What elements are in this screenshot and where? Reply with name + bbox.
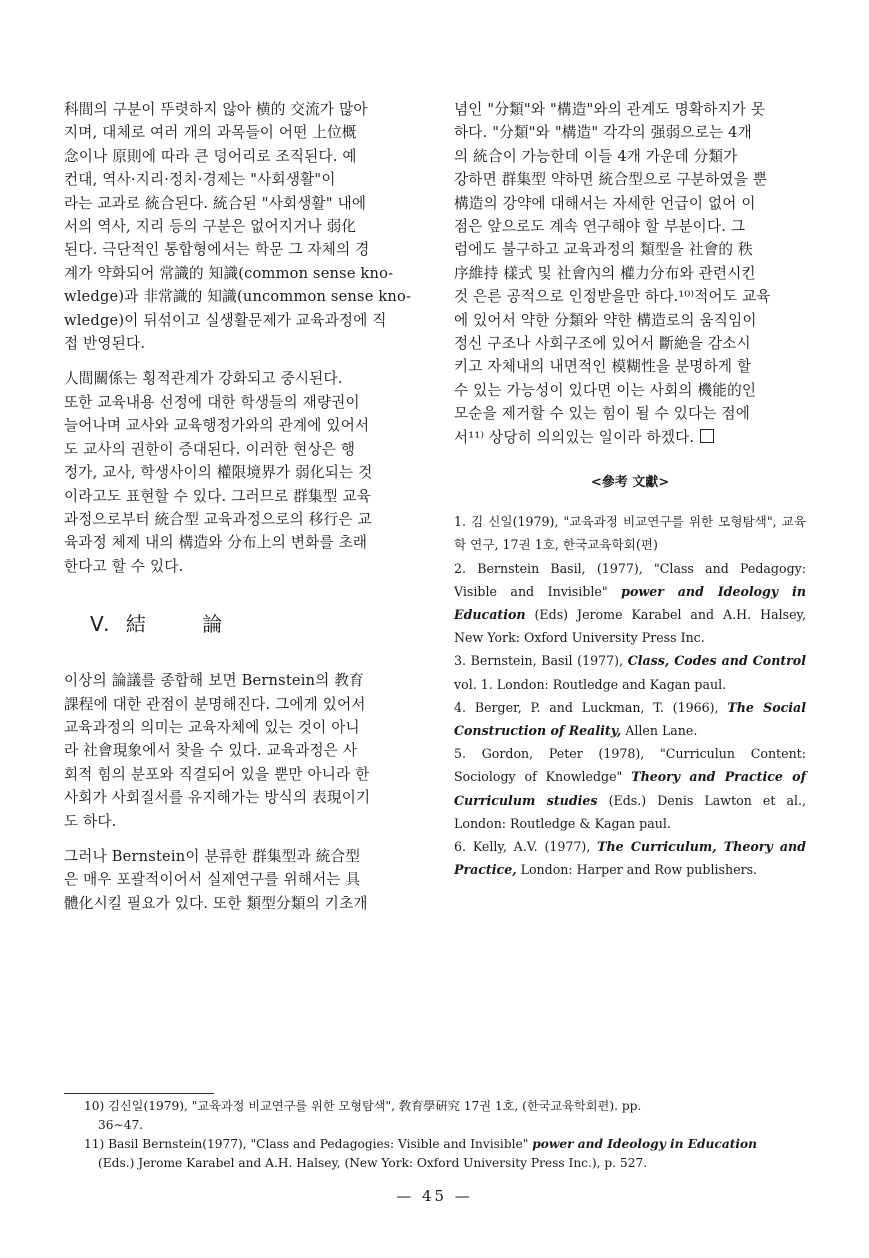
footnote-title: power and Ideology in Education bbox=[532, 1137, 757, 1151]
reference-title: Theory and Practice of Curriculum studies bbox=[454, 769, 806, 808]
footnote bbox=[84, 1097, 804, 1135]
footnote-divider bbox=[64, 1093, 214, 1094]
reference-text: (Eds) Jerome Karabel and A.H. Halsey, New York: Oxford University Press Inc. bbox=[454, 606, 806, 646]
reference-text: 1. 김 신일(1979), "교육과정 비교연구를 위한 모형탐색", 교육학 연구, 17권 1호, 한국교육학회(편) bbox=[454, 514, 806, 553]
paragraph-text: 념인 "分類"와 "構造"와의 관계도 명확하지가 못 하다. "分類"와 "構造" 각각의 强弱으로는 4개 의 統合이 가능한데 이들 4개 가운데 分類가 강하면 群集型 약하면 統合型으로 구분하였을 뿐 構造의 강약에 대해서는 자세한 언급이 없어 이 점은 앞으로도 계속 연구해야 할 부분이다. 그 럼에도 불구하고 교육과정의 類型을 社會的 秩 序維持 樣式 및 社會內의 權力分布와 관련시킨 것 은른 공적으로 인정받을만 하다.¹⁰⁾적어도 교육 에 있어서 약한 分類와 약한 構造로의 움직임이 정신 구조나 사회구조에 있어서 斷絶을 감소시 키고 자체내의 내면적인 模糊性을 분명하게 할 수 있는 가능성이 있다면 이는 사회의 機能的인 모순을 제거할 수 있는 힘이 될 수 있다는 점에 서¹¹⁾ 상당히 의의있는 일이라 하겠다. bbox=[454, 101, 771, 446]
reference-title: power and Ideology in Education bbox=[454, 583, 806, 622]
footnote-text: 36∼47. bbox=[98, 1118, 144, 1132]
end-mark-icon bbox=[700, 429, 714, 443]
body-paragraph: 人間關係는 횡적관계가 강화되고 중시된다. 또한 교육내용 선정에 대한 학생들의 재량권이 늘어나며 교사와 교육행정가와의 관계에 있어서 도 교사의 권한이 증대된다. 이러한 현상은 행 정가, 교사, 학생사이의 權限境界가 弱化되는 것 이라고도 표현할 수 있다. 그러므로 群集型 교육 과정으로부터 統合型 교육과정으로의 移行은 교 육과정 체제 내의 構造와 分布上의 변화를 초래 한다고 할 수 있다. bbox=[64, 370, 373, 575]
left-column bbox=[64, 98, 420, 915]
footnote bbox=[84, 1135, 804, 1173]
reference-text: (Eds.) Denis Lawton et al., London: Routledge & Kagan paul. bbox=[454, 792, 806, 831]
footnote-text: 10) 김신일(1979), "교육과정 비교연구를 위한 모형탐색", 敎育學硏究 17권 1호, (한국교육학회편). pp. bbox=[84, 1099, 642, 1113]
reference-text: London: Harper and Row publishers. bbox=[516, 862, 758, 878]
footnote-text: 11) Basil Bernstein(1977), "Class and Pedagogies: Visible and Invisible" bbox=[84, 1137, 533, 1151]
reference-item bbox=[454, 649, 806, 695]
reference-text: 5. Gordon, Peter (1978), "Curriculun Content: Sociology of Knowledge" bbox=[454, 746, 806, 785]
reference-item bbox=[454, 696, 806, 742]
reference-list bbox=[454, 510, 806, 881]
reference-title: The Social Construction of Reality, bbox=[454, 699, 806, 738]
reference-text: Allen Lane. bbox=[621, 722, 698, 738]
footnote-text: (Eds.) Jerome Karabel and A.H. Halsey, (New York: Oxford University Press Inc.), p. 527. bbox=[98, 1156, 648, 1170]
reference-item bbox=[454, 510, 806, 556]
reference-item bbox=[454, 742, 806, 835]
reference-title: Class, Codes and Control bbox=[627, 653, 806, 669]
section-number: V. bbox=[90, 612, 112, 637]
footnotes bbox=[84, 1097, 804, 1173]
section-title-char: 結 bbox=[125, 612, 148, 637]
reference-text: vol. 1. London: Routledge and Kagan paul. bbox=[454, 676, 727, 692]
right-column bbox=[454, 98, 806, 881]
reference-text: 3. Bernstein, Basil (1977), bbox=[454, 653, 628, 669]
page-number: — 45 — bbox=[396, 1187, 473, 1205]
body-paragraph: 科間의 구분이 뚜렷하지 않아 横的 交流가 많아 지며, 대체로 여러 개의 과목들이 어떤 上位概 念이나 原則에 따라 큰 덩어리로 조직된다. 예 컨대, 역사·지리·정치·경제는 "사회생활"이 라는 교과로 統合된다. 統合된 "사회생활" 내에 서의 역사, 지리 등의 구분은 없어지거나 弱化 된다. 극단적인 통합형에서는 학문 그 자체의 경 계가 약화되어 常識的 知識(common sense kno- wledge)과 非常識的 知識(uncommon sense kno- wledge)이 뒤섞이고 실생활문제가 교육과정에 직 접 반영된다. bbox=[64, 101, 412, 353]
reference-item bbox=[454, 557, 806, 650]
references-heading: <參考 文獻> bbox=[590, 475, 670, 491]
section-title-char: 論 bbox=[202, 612, 225, 637]
body-paragraph: 그러나 Bernstein이 분류한 群集型과 統合型 은 매우 포괄적이어서 실제연구를 위해서는 具 體化시킬 필요가 있다. 또한 類型分類의 기초개 bbox=[64, 847, 368, 912]
section-heading bbox=[90, 608, 420, 637]
body-paragraph bbox=[454, 98, 806, 449]
reference-item bbox=[454, 835, 806, 881]
reference-text: 4. Berger, P. and Luckman, T. (1966), bbox=[454, 699, 728, 715]
reference-title: The Curriculum, Theory and Practice, bbox=[454, 838, 806, 878]
body-paragraph: 이상의 論議를 종합해 보면 Bernstein의 教育 課程에 대한 관점이 분명해진다. 그에게 있어서 교육과정의 의미는 교육자체에 있는 것이 아니 라 社會現象에서 찾을 수 있다. 교육과정은 사 회적 힘의 분포와 직결되어 있을 뿐만 아니라 한 사회가 사회질서를 유지해가는 방식의 表現이기 도 하다. bbox=[64, 672, 371, 830]
reference-text: 2. Bernstein Basil, (1977), "Class and Pedagogy: Visible and Invisible" bbox=[454, 560, 806, 599]
reference-text: 6. Kelly, A.V. (1977), bbox=[454, 838, 598, 854]
